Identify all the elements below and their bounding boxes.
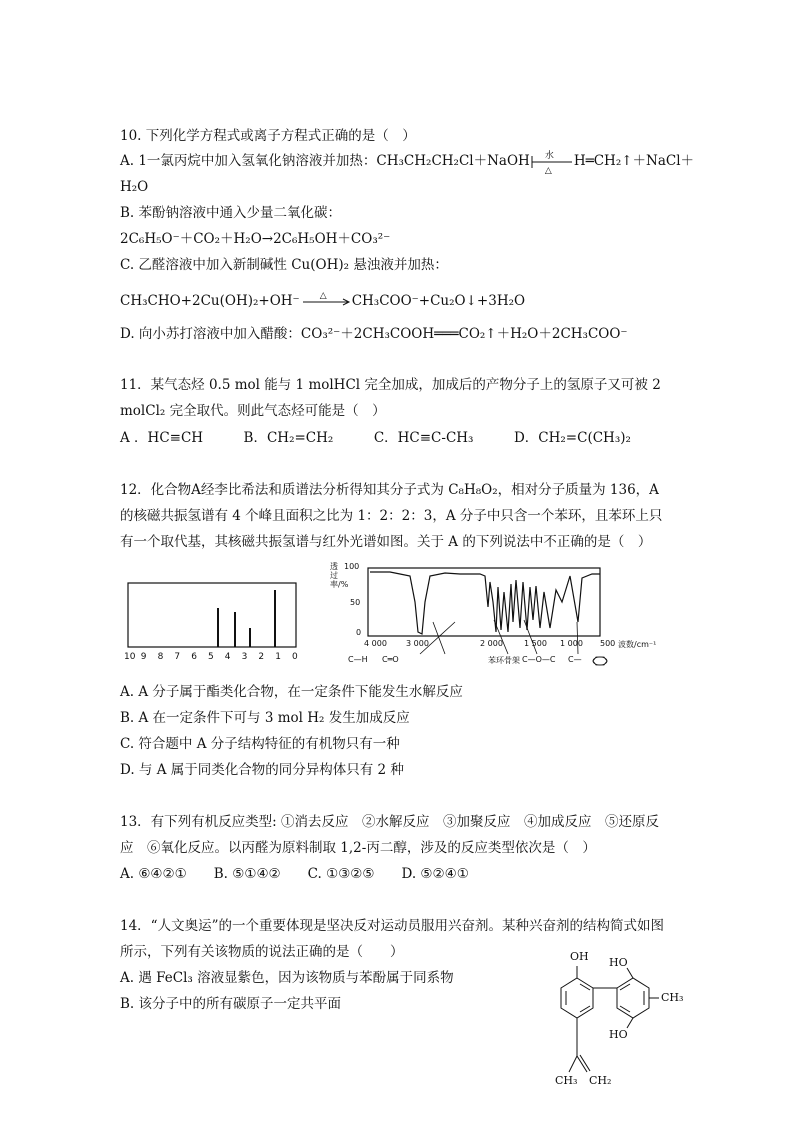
ir-group-label: C═O <box>382 655 399 664</box>
condition-top: 水 <box>544 150 554 161</box>
nmr-tick-label: 9 <box>140 652 147 662</box>
mol-label-oh: OH <box>570 950 589 963</box>
q12-line3: 有一个取代基，其核磁共振氢谱与红外光谱如图。关于 A 的下列说法中不正确的是（ ） <box>120 534 652 550</box>
ir-x-tick: 4 000 <box>364 639 387 648</box>
nmr-tick-label: 1 <box>275 652 281 662</box>
ir-y-tick: 100 <box>344 562 360 571</box>
nmr-axis-ticks <box>118 652 304 664</box>
q10-option-a-product: H═CH₂↑＋NaCl＋ <box>573 153 695 169</box>
ir-y-label: 透过率/% <box>330 562 349 589</box>
nmr-tick-label: 6 <box>191 652 197 662</box>
heat-arrow <box>300 290 352 311</box>
q10-option-c: C. 乙醛溶液中加入新制碱性 Cu(OH)₂ 悬浊液并加热： <box>120 257 448 273</box>
q12-option-c: C. 符合题中 A 分子结构特征的有机物只有一种 <box>120 736 400 752</box>
mol-label-ch3-bottom: CH₃ <box>555 1074 578 1087</box>
ir-spectrum <box>330 562 670 674</box>
condition-bottom: △ <box>544 165 552 176</box>
q10-option-a-line2: H₂O <box>120 179 149 195</box>
q10-c-products: CH₃COO⁻+Cu₂O↓+3H₂O <box>351 293 526 309</box>
q14-line1: 14．“人文奥运”的一个重要体现是坚决反对运动员服用兴奋剂。某种兴奋剂的结构简式如图 <box>120 918 664 934</box>
q10-option-a-line1 <box>120 150 695 176</box>
ir-group-label: C—O—C <box>522 655 556 664</box>
q10-option-d: D. 向小苏打溶液中加入醋酸：CO₃²⁻＋2CH₃COOH═══CO₂↑＋H₂O＋2CH₃COO⁻ <box>120 326 628 342</box>
ir-x-ticks <box>364 639 664 649</box>
nmr-tick-label: 2 <box>258 652 265 662</box>
mol-label-ho-bottom: HO <box>609 1028 628 1041</box>
nmr-tick-label: 5 <box>208 652 214 662</box>
q10-c-reactants: CH₃CHO+2Cu(OH)₂+OH⁻ <box>120 293 300 309</box>
q11-options: A ．HC≡CH B．CH₂=CH₂ C．HC≡C-CH₃ D．CH₂=C(CH₃)₂ <box>120 430 631 446</box>
ir-x-tick: 500 <box>600 639 616 648</box>
q10-option-b-equation: 2C₆H₅O⁻＋CO₂＋H₂O→2C₆H₅OH＋CO₃²⁻ <box>120 231 391 247</box>
nmr-tick-label: 10 <box>124 652 136 662</box>
ir-x-tick: 1 000 <box>560 639 583 648</box>
nmr-tick-label: 3 <box>241 652 248 662</box>
ir-group-label: 苯环骨架 <box>488 656 520 665</box>
q10-option-a-text: A. 1一氯丙烷中加入氢氧化钠溶液并加热：CH₃CH₂CH₂Cl＋NaOH <box>120 153 530 169</box>
ir-x-tick: 2 000 <box>480 639 503 648</box>
q13-line2: 应 ⑥氧化反应。以丙醛为原料制取 1,2-丙二醇，涉及的反应类型依次是（ ） <box>120 840 596 856</box>
ir-x-tick: 3 000 <box>406 639 429 648</box>
mol-label-ho-top: HO <box>609 956 628 969</box>
molecule-structure <box>555 948 700 1098</box>
mol-label-ch3-right: CH₃ <box>661 991 684 1004</box>
ir-y-tick: 50 <box>350 598 361 607</box>
q14-line2: 所示，下列有关该物质的说法正确的是（ ） <box>120 944 404 960</box>
ir-group-label: C—H <box>348 655 368 664</box>
q14-option-b: B. 该分子中的所有碳原子一定共平面 <box>120 996 342 1012</box>
nmr-tick-label: 4 <box>224 652 231 662</box>
q10-option-c-equation <box>120 292 525 311</box>
q13-line1: 13．有下列有机反应类型: ①消去反应 ②水解反应 ③加聚反应 ④加成反应 ⑤还原反 <box>120 814 660 830</box>
ir-y-tick: 0 <box>356 628 362 637</box>
nmr-tick-label: 8 <box>157 652 164 662</box>
q12-line2: 的核磁共振氢谱有 4 个峰且面积之比为 1：2：2：3，A 分子中只含一个苯环，且苯环上只 <box>120 508 663 524</box>
reaction-condition-arrow <box>530 150 574 176</box>
q12-option-d: D. 与 A 属于同类化合物的同分异构体只有 2 种 <box>120 762 404 778</box>
nmr-spectrum <box>118 578 304 668</box>
q13-options: A. ⑥④②① B. ⑤①④② C. ①③②⑤ D. ⑤②④① <box>120 866 469 882</box>
ir-x-unit: 波数/cm⁻¹ <box>618 640 657 649</box>
q11-line1: 11．某气态烃 0.5 mol 能与 1 molHCl 完全加成，加成后的产物分子上的氢原子又可被 2 <box>120 377 661 393</box>
heat-symbol: △ <box>319 290 327 301</box>
ir-group-label: C— <box>568 655 582 664</box>
ir-x-tick: 1 500 <box>524 639 547 648</box>
q10-stem: 10. 下列化学方程式或离子方程式正确的是（ ） <box>120 128 416 144</box>
mol-label-ch2: CH₂ <box>589 1074 612 1087</box>
ir-group-labels <box>330 655 670 667</box>
q11-line2: molCl₂ 完全取代。则此气态烃可能是（ ） <box>120 403 386 419</box>
nmr-tick-label: 0 <box>292 652 298 662</box>
q12-line1: 12．化合物A经李比希法和质谱法分析得知其分子式为 C₈H₈O₂，相对分子质量为 136，A <box>120 482 659 498</box>
q12-option-a: A. A 分子属于酯类化合物，在一定条件下能发生水解反应 <box>120 684 463 700</box>
q12-option-b: B. A 在一定条件下可与 3 mol H₂ 发生加成反应 <box>120 710 410 726</box>
q10-option-b: B. 苯酚钠溶液中通入少量二氧化碳： <box>120 205 342 221</box>
nmr-tick-label: 7 <box>174 652 181 662</box>
q14-option-a: A. 遇 FeCl₃ 溶液显紫色，因为该物质与苯酚属于同系物 <box>120 970 454 986</box>
